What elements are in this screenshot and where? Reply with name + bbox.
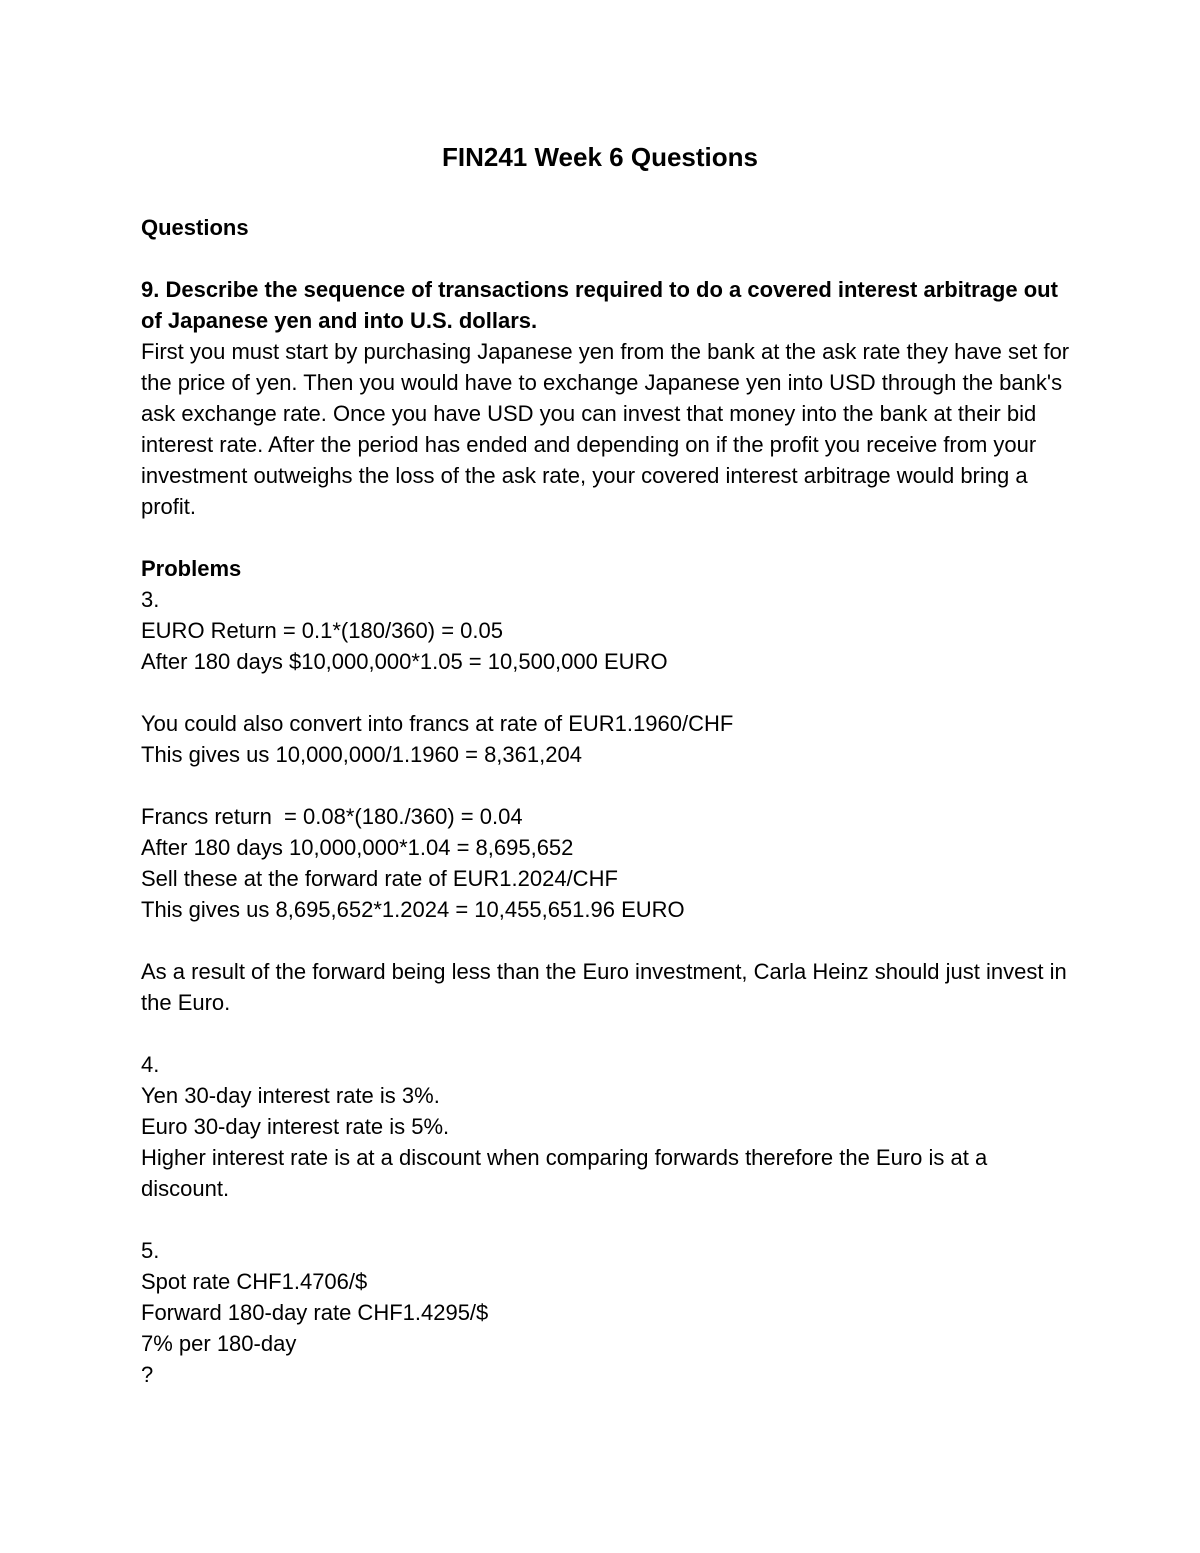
spacer <box>141 925 1081 956</box>
spacer <box>141 770 1081 801</box>
problem-3-line: After 180 days 10,000,000*1.04 = 8,695,652 <box>141 835 574 860</box>
spacer <box>141 243 1081 274</box>
question-9-answer: First you must start by purchasing Japanese yen from the bank at the ask rate they have set for the price of yen. Then you would have to exchange Japanese yen into USD through the bank's ask exchange rate. Once you have USD you can invest that money into the bank at their bid interest rate. After the period has ended and depending on if the profit you receive from your investment outweighs the loss of the ask rate, your covered interest arbitrage would bring a profit. <box>141 339 1076 519</box>
problem-5-line: ? <box>141 1362 154 1387</box>
spacer <box>141 677 1081 708</box>
problem-3-line: EURO Return = 0.1*(180/360) = 0.05 <box>141 618 503 643</box>
problem-4-number: 4. <box>141 1052 160 1077</box>
title-wrap <box>0 138 1200 206</box>
spacer <box>141 1204 1081 1235</box>
problem-4-line: Higher interest rate is at a discount when comparing forwards therefore the Euro is at a discount. <box>141 1145 994 1201</box>
problem-3-line: This gives us 10,000,000/1.1960 = 8,361,204 <box>141 742 582 767</box>
document-body <box>141 212 1081 1390</box>
spacer <box>141 1018 1081 1049</box>
problem-4-line: Yen 30-day interest rate is 3%. <box>141 1083 440 1108</box>
problems-heading: Problems <box>141 556 242 581</box>
problem-3-conclusion: As a result of the forward being less than the Euro investment, Carla Heinz should just invest in the Euro. <box>141 959 1073 1015</box>
problem-5-line: Spot rate CHF1.4706/$ <box>141 1269 368 1294</box>
question-9-prompt: 9. Describe the sequence of transactions required to do a covered interest arbitrage out of Japanese yen and into U.S. dollars. <box>141 277 1058 333</box>
problem-3-line: Sell these at the forward rate of EUR1.2024/CHF <box>141 866 618 891</box>
problem-3-number: 3. <box>141 587 160 612</box>
problem-4-line: Euro 30-day interest rate is 5%. <box>141 1114 450 1139</box>
problem-5-line: 7% per 180-day <box>141 1331 297 1356</box>
problem-3-line: You could also convert into francs at rate of EUR1.1960/CHF <box>141 711 734 736</box>
page-title: FIN241 Week 6 Questions <box>442 142 758 172</box>
problem-3-line: After 180 days $10,000,000*1.05 = 10,500,000 EURO <box>141 649 668 674</box>
problem-3-line: This gives us 8,695,652*1.2024 = 10,455,651.96 EURO <box>141 897 685 922</box>
questions-heading: Questions <box>141 215 249 240</box>
problem-5-line: Forward 180-day rate CHF1.4295/$ <box>141 1300 489 1325</box>
problem-5-number: 5. <box>141 1238 160 1263</box>
problem-3-line: Francs return = 0.08*(180./360) = 0.04 <box>141 804 523 829</box>
spacer <box>141 522 1081 553</box>
